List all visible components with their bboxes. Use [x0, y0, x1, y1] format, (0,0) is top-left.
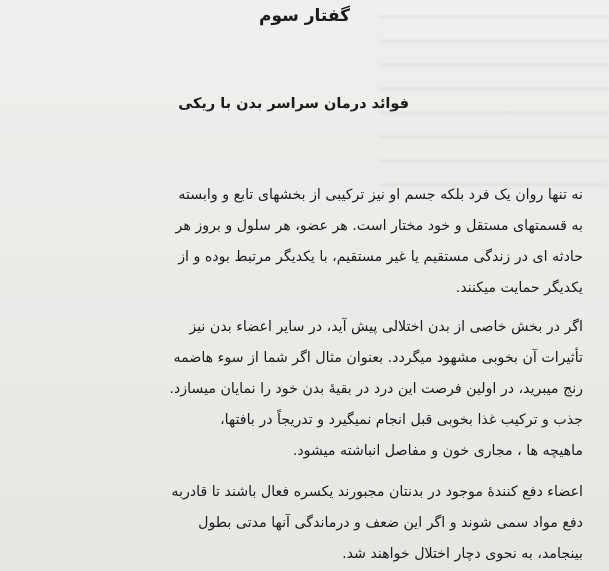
paragraph-line: ماهیچه ها ، مجاری خون و مفاصل انباشته میشود.: [292, 443, 583, 459]
paragraph-line: نه تنها روان یک فرد بلکه جسم او نیز ترکیبی از بخشهای تابع و وابسته: [178, 187, 583, 203]
paragraph-line: رنج میبرید، در اولین فرصت این درد در بقیهٔ بدن خود را نمایان میسازد.: [169, 381, 583, 397]
paragraph-3: [18, 477, 583, 570]
paragraph-1: [18, 180, 583, 304]
chapter-title: گفتار سوم: [259, 6, 350, 26]
paragraph-line: جذب و ترکیب غذا بخوبی قبل انجام نمیگیرد و تدریجاً در بافتها،: [220, 412, 583, 428]
paragraph-line: بینجامد، به نحوی دچار اختلال خواهند شد.: [342, 546, 583, 562]
paragraph-line: اگر در بخش خاصی از بدن اختلالی پیش آید، در سایر اعضاء بدن نیز: [189, 319, 583, 335]
paragraph-line: به قسمتهای مستقل و خود مختار است. هر عضو، هر سلول و بروز هر: [175, 218, 583, 234]
paragraph-line: تأثیرات آن بخوبی مشهود میگردد. بعنوان مثال اگر شما از سوء هاضمه: [173, 350, 583, 366]
paragraph-line: حادثه ای در زندگی مستقیم یا غیر مستقیم، با یکدیگر مرتبط بوده و از: [178, 249, 583, 265]
paragraph-2: [18, 312, 583, 467]
show-through-text: [379, 0, 609, 200]
section-title: فوائد درمان سراسر بدن با ریکی: [178, 96, 409, 112]
paragraph-line: اعضاء دفع کنندهٔ موجود در بدنتان مجبورند یکسره فعال باشند تا قادربه: [171, 484, 583, 500]
paragraph-line: دفع مواد سمی شوند و اگر این ضعف و درماندگی آنها مدتی بطول: [198, 515, 583, 531]
paragraph-line: یکدیگر حمایت میکنند.: [455, 280, 583, 296]
